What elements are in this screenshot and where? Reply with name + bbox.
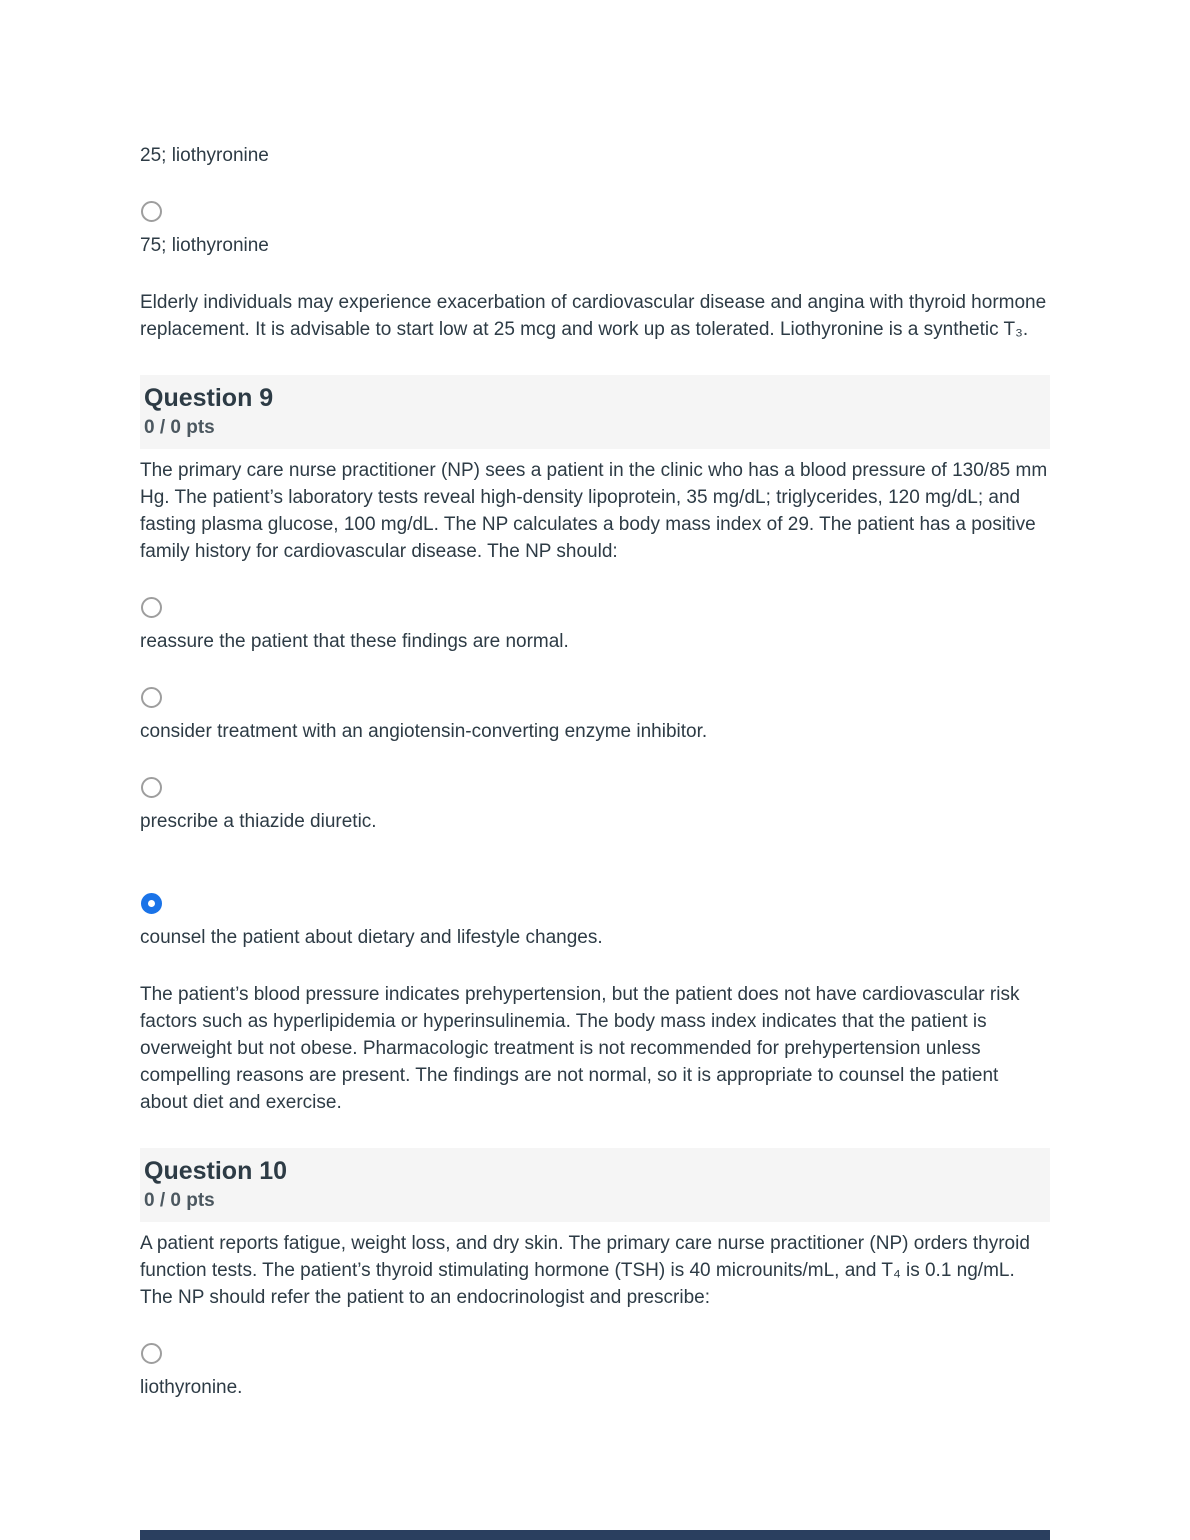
question-header [140,1148,1050,1222]
question-text: The primary care nurse practitioner (NP) sees a patient in the clinic who has a blood pressure of 130/85 mm Hg. The patient’s laboratory tests reveal high-density lipoprotein, 35 mg/dL; triglycerides, 120 mg/dL; and fasting plasma glucose, 100 mg/dL. The NP calculates a body mass index of 29. The patient has a positive family history for cardiovascular disease. The NP should: [140,460,1048,562]
question-10 [140,1148,1050,1401]
radio-button-icon[interactable] [141,201,162,222]
question-points: 0 / 0 pts [144,1190,215,1211]
answer-explanation: The patient’s blood pressure indicates prehypertension, but the patient does not have cardiovascular risk factors such as hyperlipidemia or hyperinsulinemia. The body mass index indicates that the patient is overweight but not obese. Pharmacologic treatment is not recommended for prehypertension unless compelling reasons are present. The findings are not normal, so it is appropriate to counsel the patient about diet and exercise. [140,984,1020,1113]
answer-option[interactable] [140,1343,1050,1401]
question-header [140,375,1050,449]
page-bottom-bar [140,1530,1050,1540]
radio-button-icon[interactable] [141,777,162,798]
answer-option-label: counsel the patient about dietary and lifestyle changes. [140,927,603,948]
question-9 [140,375,1050,1116]
answer-option[interactable] [140,201,1050,259]
question-points: 0 / 0 pts [144,417,215,438]
question-title: Question 10 [144,1157,288,1185]
question-title: Question 9 [144,384,274,412]
radio-button-icon[interactable] [141,687,162,708]
answer-explanation: Elderly individuals may experience exacerbation of cardiovascular disease and angina with thyroid hormone replacement. It is advisable to start low at 25 mcg and work up as tolerated. Liothyronine is a synthetic T₃. [140,292,1047,340]
answer-option-selected[interactable] [140,893,1050,951]
radio-button-icon[interactable] [141,597,162,618]
answer-option[interactable] [140,597,1050,655]
answer-option-label: 25; liothyronine [140,145,269,166]
answer-option-label: consider treatment with an angiotensin-converting enzyme inhibitor. [140,721,708,742]
answer-option-label: liothyronine. [140,1377,243,1398]
answer-option[interactable] [140,687,1050,745]
answer-option[interactable] [140,777,1050,835]
answer-option-label: 75; liothyronine [140,235,269,256]
answer-option-label: reassure the patient that these findings are normal. [140,631,569,652]
answer-option-label: prescribe a thiazide diuretic. [140,811,377,832]
radio-button-icon[interactable] [141,893,162,914]
question-text: A patient reports fatigue, weight loss, and dry skin. The primary care nurse practitioner (NP) orders thyroid function tests. The patient’s thyroid stimulating hormone (TSH) is 40 microunits/mL, and T₄ is 0.1 ng/mL. The NP should refer the patient to an endocrinologist and prescribe: [140,1233,1030,1308]
quiz-content [140,0,1050,1401]
radio-button-icon[interactable] [141,1343,162,1364]
